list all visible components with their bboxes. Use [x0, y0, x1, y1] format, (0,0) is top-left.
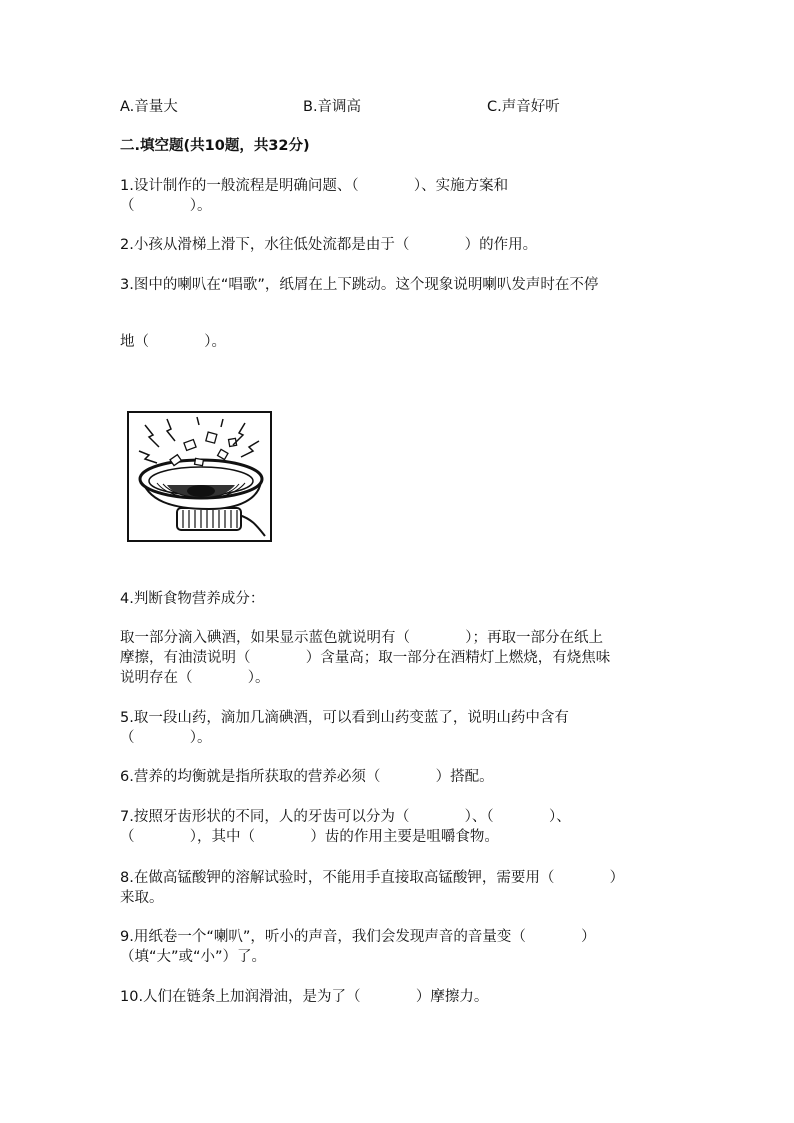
question-4-line-1: 4.判断食物营养成分：	[120, 591, 265, 607]
question-1-line-2: （ ）。	[120, 198, 212, 214]
question-4-line-4: 说明存在（ ）。	[120, 670, 270, 686]
question-5-line-2: （ ）。	[120, 730, 212, 746]
question-2-line-1: 2.小孩从滑梯上滑下，水往低处流都是由于（ ）的作用。	[120, 237, 538, 253]
question-10-line-1: 10.人们在链条上加润滑油，是为了（ ）摩擦力。	[120, 989, 489, 1005]
loudspeaker-figure	[127, 411, 272, 542]
question-7-line-1: 7.按照牙齿形状的不同，人的牙齿可以分为（ ）、（ ）、	[120, 809, 571, 825]
question-9-line-1: 9.用纸卷一个“喇叭”，听小的声音，我们会发现声音的音量变（ ）	[120, 929, 596, 945]
question-8-line-2: 来取。	[120, 890, 164, 906]
question-3-line-2: 地（ ）。	[120, 334, 227, 350]
question-7-line-2: （ ），其中（ ）齿的作用主要是咀嚼食物。	[120, 829, 499, 845]
question-4-line-2: 取一部分滴入碘酒，如果显示蓝色就说明有（ ）；再取一部分在纸上	[120, 630, 604, 646]
question-3-line-1: 3.图中的喇叭在“唱歌”，纸屑在上下跳动。这个现象说明喇叭发声时在不停	[120, 277, 599, 293]
question-9-line-2: （填“大”或“小”）了。	[120, 949, 267, 965]
loudspeaker-with-paper-scraps-icon	[127, 411, 272, 542]
question-4-line-3: 摩擦，有油渍说明（ ）含量高；取一部分在酒精灯上燃烧，有烧焦味	[120, 650, 611, 666]
question-6-line-1: 6.营养的均衡就是指所获取的营养必须（ ）搭配。	[120, 769, 494, 785]
question-5-line-1: 5.取一段山药，滴加几滴碘酒，可以看到山药变蓝了，说明山药中含有	[120, 710, 569, 726]
option-c: C.声音好听	[487, 99, 560, 115]
question-1-line-1: 1.设计制作的一般流程是明确问题、（ ）、实施方案和	[120, 178, 509, 194]
section-heading: 二.填空题(共10题，共32分)	[120, 138, 310, 154]
question-8-line-1: 8.在做高锰酸钾的溶解试验时，不能用手直接取高锰酸钾，需要用（ ）	[120, 870, 625, 886]
option-a: A.音量大	[120, 99, 178, 115]
option-b: B.音调高	[303, 99, 362, 115]
